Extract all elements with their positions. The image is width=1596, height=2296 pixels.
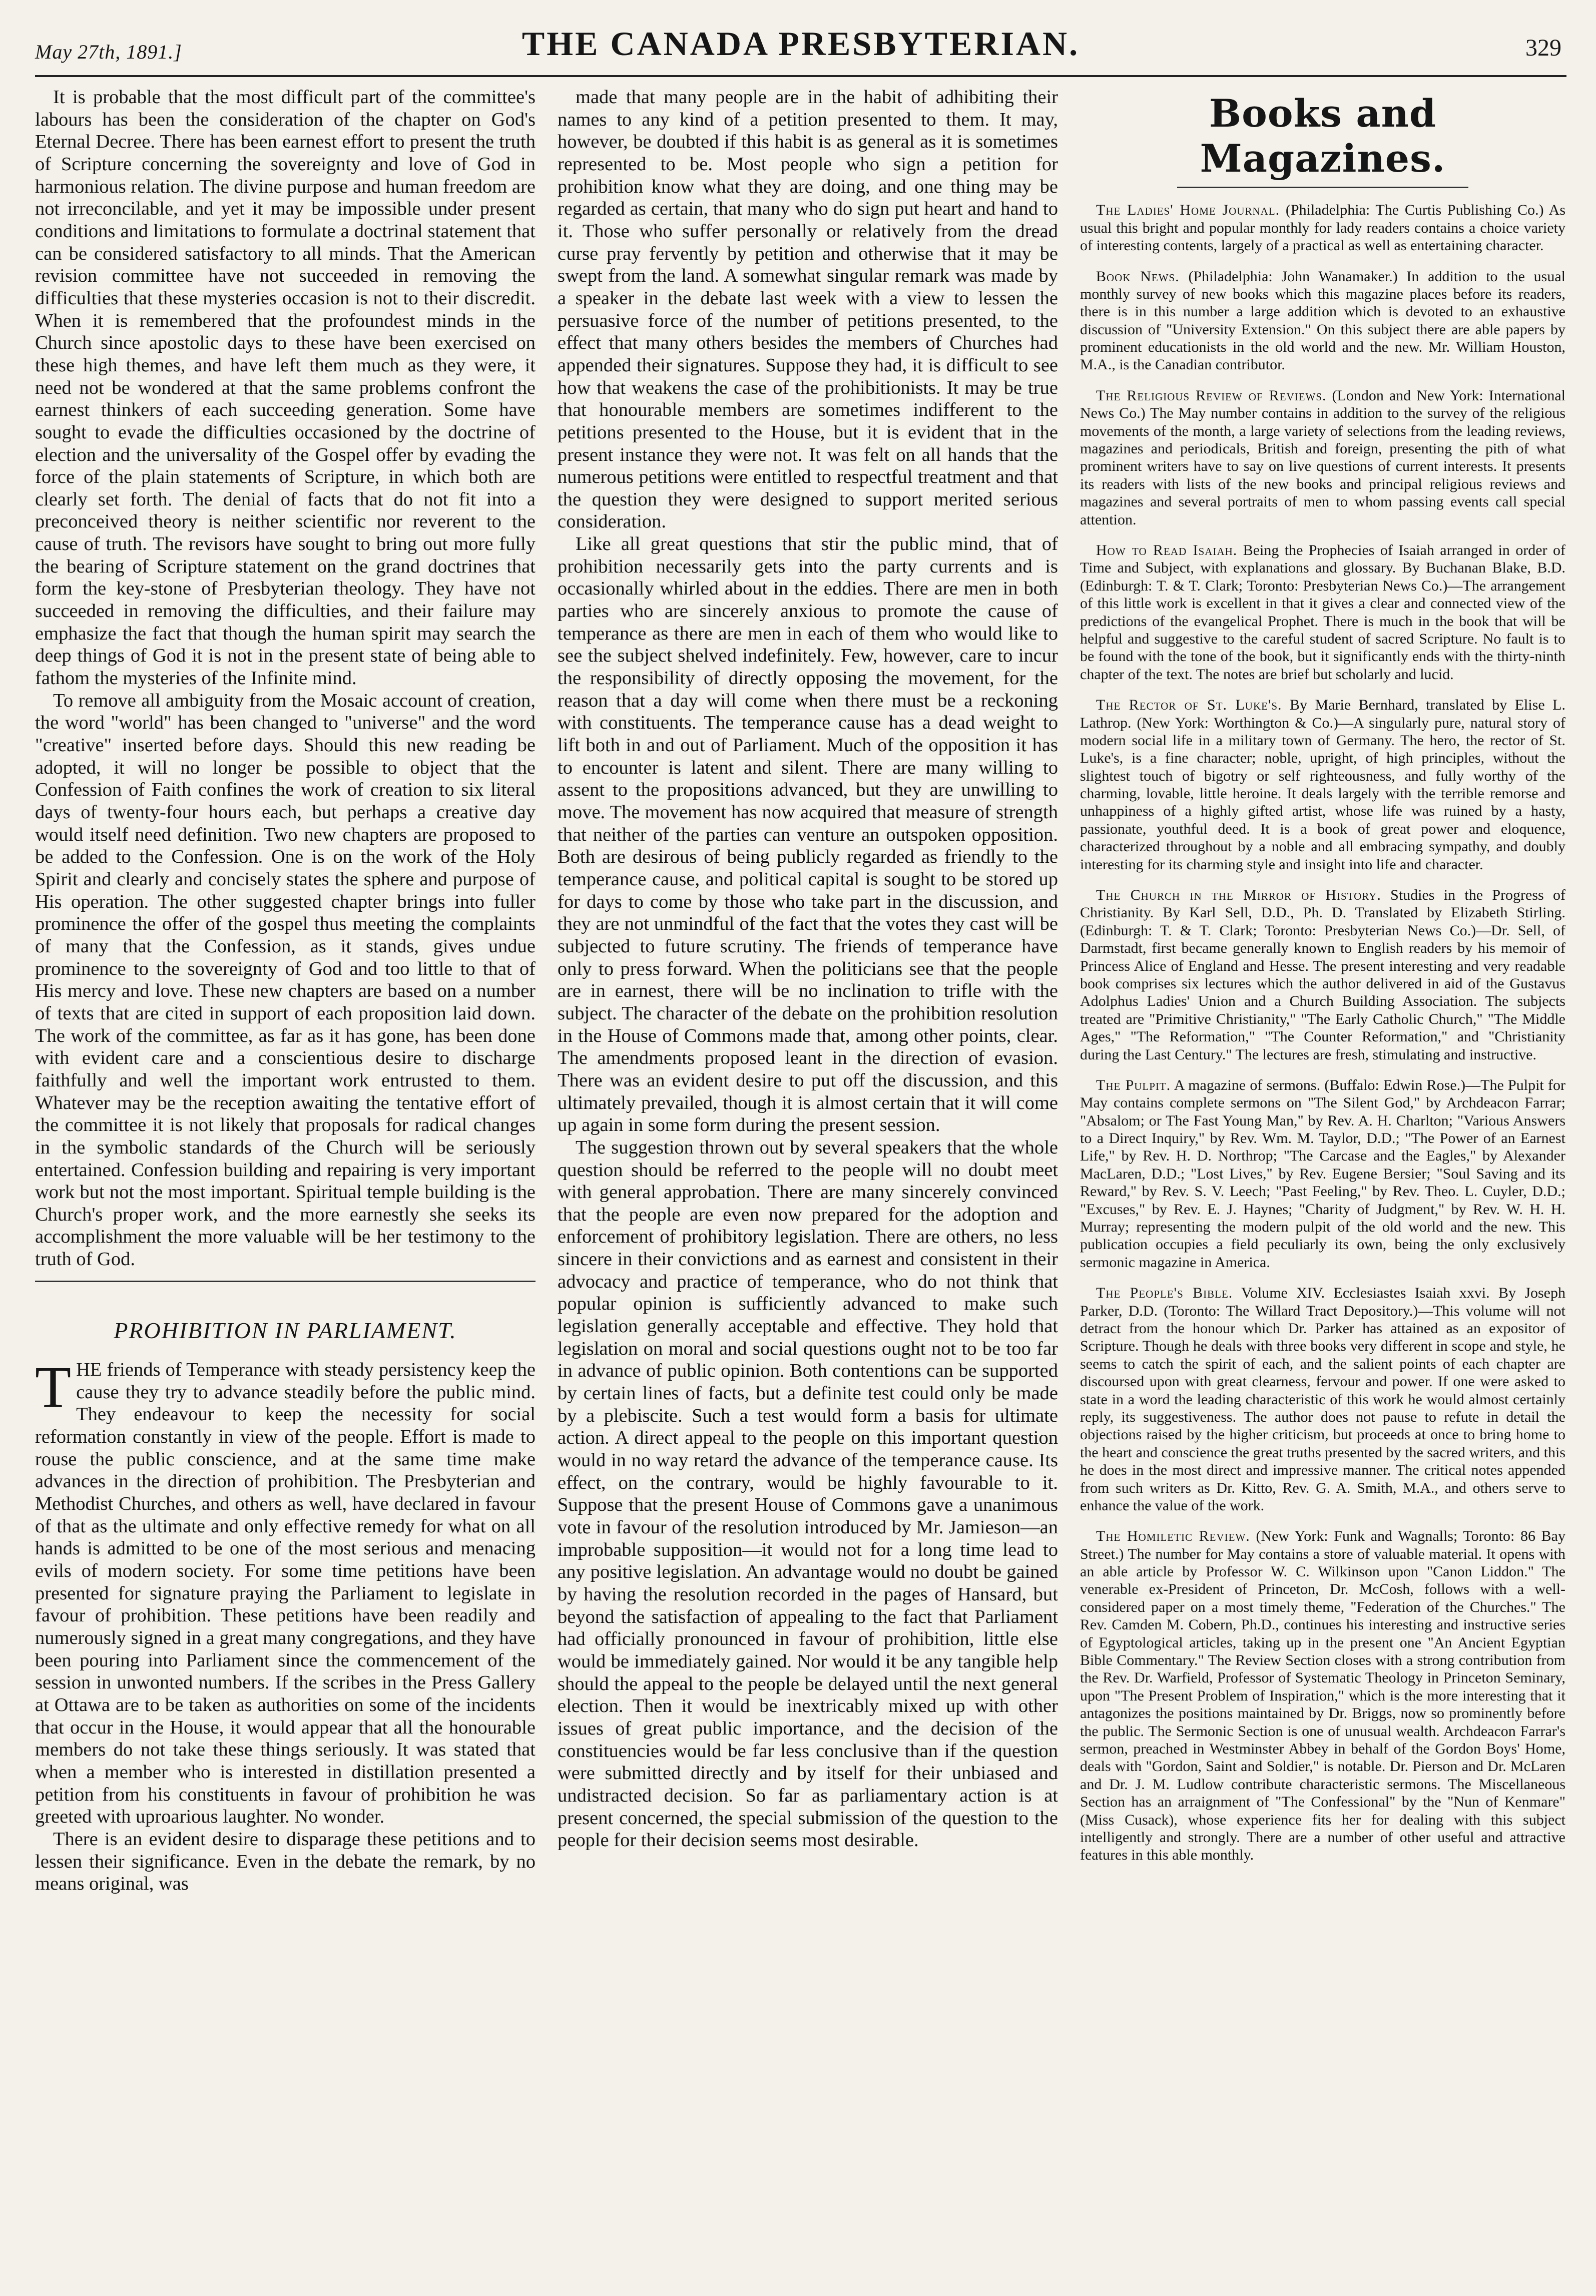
review-text: Studies in the Progress of Christianity. By Karl Sell, D.D., Ph. D. Translated by Elizabeth Stirling. (Edinburgh: T. & T. Clark; Toronto: Presbyterian News Co.)—Dr. Sell, of Darmstadt, first became generally known to English readers by his memoir of Princess Alice of England and Hesse. The present interesting and very readable book comprises six lectures which the author delivered in aid of the Gustavus Adolphus Ladies' Union and a Church Building Association. The subjects treated are "Primitive Christianity," "The Early Catholic Church," "The Middle Ages," "The Reformation," "The Counter Reformation," and "Christianity during the Last Century." The lectures are fresh, stimulating and instructive. [1080,887,1565,1063]
review-title: The People's Bible. [1096,1285,1233,1302]
article-paragraph: There is an evident desire to disparage these petitions and to lessen their significance. Even in the debate the remark, by no means original, was [35,1828,536,1895]
article-paragraph: It is probable that the most difficult part of the committee's labours has been the consideration of the chapter on God's Eternal Decree. There has been earnest effort to present the truth of Scripture concerning the sovereignty and love of God in harmonious relation. The divine purpose and human freedom are not irreconcilable, and yet it may be impossible under present conditions and limitations to formulate a doctrinal statement that can be considered satisfactory to all minds. That the American revision committee have not succeeded in removing the difficulties that these mysteries occasion is not to their discredit. When it is remembered that the profoundest minds in the Church since apostolic days to these have been exercised on these high themes, and have left them much as they were, it need not be wondered at that the same problems confront the earnest thinkers of each succeeding generation. Some have sought to evade the difficulties occasioned by the doctrine of election and the universality of the Gospel offer by evading the force of the plain statements of Scripture, in which both are clearly set forth. The denial of facts that do not fit into a preconceived theory is neither scientific nor reverent to the cause of truth. The revisors have sought to bring out more fully the bearing of Scripture statement on the grand doctrines that form the key-stone of Presbyterian theology. They have not succeeded in removing the difficulties, and their failure may emphasize the fact that though the human spirit may search the deep things of God it is not in the present state of being able to fathom the mysteries of the Infinite mind. [35,87,536,689]
section-divider [35,1281,536,1282]
review-item [1080,1284,1565,1514]
article-paragraph: Like all great questions that stir the public mind, that of prohibition necessarily gets into the party currents and is occasionally whirled about in the eddies. There are men in both parties who are sincerely anxious to promote the cause of temperance as there are men in each of them who would like to see the subject shelved indefinitely. Few, however, care to incur the responsibility of directly opposing the movement, for the reason that a day will come when there must be a reckoning with constituents. The temperance cause has a dead weight to lift both in and out of Parliament. Much of the opposition it has to encounter is latent and silent. There are many willing to assent to the propositions advanced, but they are unwilling to move. The movement has now acquired that measure of strength that neither of the parties can venture an outspoken opposition. Both are desirous of being publicly regarded as friendly to the temperance cause, and political capital is sought to be stored up for days to come by those who take part in the discussion, and they are not unmindful of the fact that the votes they cast will be subjected to future scrutiny. The friends of temperance have only to press forward. When the politicians see that the people are in earnest, there will be no inclination to trifle with the subject. The character of the debate on the prohibition resolution in the House of Commons made that, among other points, clear. The amendments proposed leant in the direction of evasion. There was an evident desire to put off the discussion, and this ultimately prevailed, though it is almost certain that it will come up again in some form during the present session. [558,533,1058,1136]
page-number: 329 [1525,35,1561,61]
article-paragraph-text: HE friends of Temperance with steady persistency keep the cause they try to advance steadily before the public mind. They endeavour to keep the necessity for social reformation constantly in view of the people. Effort is made to rouse the public conscience, and at the same time make advances in the direction of prohibition. The Presbyterian and Methodist Churches, and others as well, have declared in favour of that as the ultimate and only effective remedy for what on all hands is admitted to be one of the most serious and menacing evils of modern society. For some time petitions have been presented for signature praying the Parliament to legislate in favour of prohibition. These petitions have been readily and numerously signed in a great many congregations, and they have been pouring into Parliament since the commencement of the session in unwonted numbers. If the scribes in the Press Gallery at Ottawa are to be taken as authorities on some of the incidents that occur in the House, it would appear that all the honourable members do not take these things seriously. It was stated that when a member who is interested in distillation presented a petition from his constituents in favour of prohibition he was greeted with uproarious laughter. No wonder. [35,1359,536,1828]
review-item [1080,886,1565,1063]
article-paragraph [35,1354,536,1828]
review-title: The Homiletic Review. [1096,1528,1250,1545]
review-item [1080,696,1565,873]
review-title: The Rector of St. Luke's. [1096,697,1282,714]
review-text: (Philadelphia: John Wanamaker.) In addition to the usual monthly survey of new books which this magazine places before its readers, there is in this number a large addition which is devoted to an exhaustive discussion of "University Extension." On this subject there are able papers by prominent educationists in the old world and the new. Mr. William Houston, M.A., is the Canadian contributor. [1080,268,1565,373]
column-right [1080,86,1565,2277]
review-item [1080,201,1565,254]
review-text: (New York: Funk and Wagnalls; Toronto: 86 Bay Street.) The number for May contains a store of valuable material. It opens with an able article by Professor W. C. Wilkinson upon "Canon Liddon." The venerable ex-President of Princeton, Dr. McCosh, follows with a well-considered paper on a most timely theme, "Federation of the Churches." The Rev. Camden M. Cobern, Ph.D., continues his interesting and instructive series of Egyptological articles, taking up in the present one "An Ancient Egyptian Bible Commentary." The Review Section closes with a strong contribution from the Rev. Dr. Warfield, Professor of Systematic Theology in Princeton Seminary, upon "The Present Problem of Inspiration," which is the more interesting that it antagonizes the positions maintained by Dr. Briggs, now so prominently before the public. The Sermonic Section is one of unusual wealth. Archdeacon Farrar's sermon, preached in Westminster Abbey in behalf of the Gordon Boys' Home, deals with "Gordon, Saint and Soldier," is notable. Dr. Pierson and Dr. McLaren and Dr. J. M. Ludlow contribute characteristic sermons. The Miscellaneous Section has an arraignment of "The Confessional" by the "Nun of Kenmare" (Miss Cusack), whose experience fits her for dealing with this subject intelligently and strongly. There are a number of other useful and attractive features in this able monthly. [1080,1528,1565,1864]
review-item [1080,1527,1565,1864]
review-title: How to Read Isaiah. [1096,541,1238,558]
article-paragraph: To remove all ambiguity from the Mosaic account of creation, the word "world" has been changed to "universe" and the word "creative" inserted before days. Should this new reading be adopted, it will no longer be possible to object that the Confession of Faith confines the work of creation to six literal days of twenty-four hours each, but perhaps a creative day would itself need definition. Two new chapters are proposed to be added to the Confession. One is on the work of the Holy Spirit and clearly and concisely states the sphere and purpose of His operation. The other suggested chapter brings into fuller prominence the offer of the gospel thus meeting the complaints of many that the Confession, as it stands, gives undue prominence to the sovereignty of God and too little to that of His mercy and love. These new chapters are based on a number of texts that are cited in support of each proposition laid down. The work of the committee, as far as it has gone, has been done with evident care and a conscientious desire to discharge faithfully and well the important work entrusted to them. Whatever may be the reception awaiting the tentative effort of the committee it is not likely that proposals for radical changes in the symbolic standards of the Church will be seriously entertained. Confession building and repairing is very important work but not the most important. Spiritual temple building is the Church's proper work, and the more earnestly she seeks its accomplishment the more valuable will be her testimony to the truth of God. [35,690,536,1270]
page-header [35,20,1566,77]
newspaper-page [35,20,1566,2277]
review-title: The Church in the Mirror of History. [1096,887,1381,904]
section-title: PROHIBITION IN PARLIAMENT. [114,1317,457,1343]
review-text: Being the Prophecies of Isaiah arranged in order of Time and Subject, with explanations and glossary. By Buchanan Blake, B.D. (Edinburgh: T. & T. Clark; Toronto: Presbyterian News Co.)—The arrangement of this little work is excellent in that it gives a clear and connected view of the predictions of the evangelical Prophet. There is much in the book that will be helpful and suggestive to the careful student of sacred Scripture. No fault is to be found with the tone of the book, but it significantly ends with the thirty-ninth chapter of the text. The notes are brief but scholarly and lucid. [1080,541,1565,683]
article-columns [35,86,1566,2277]
books-heading: Books and Magazines. [1200,91,1446,181]
review-text: (Philadelphia: The Curtis Publishing Co.) As usual this bright and popular monthly for lady readers contains a choice variety of interesting contents, largely of a practical as well as entertaining character. [1080,202,1565,254]
heading-rule [1177,187,1468,188]
review-title: Book News. [1096,268,1180,285]
masthead-title: THE CANADA PRESBYTERIAN. [521,25,1080,63]
review-item [1080,387,1565,528]
review-title: The Religious Review of Reviews. [1096,387,1327,404]
review-text: By Marie Bernhard, translated by Elise L. Lathrop. (New York: Worthington & Co.)—A singularly pure, natural story of modern social life in a military town of Germany. The hero, the rector of St. Luke's, is a fine character; noble, upright, of high principles, without the slightest touch of bigotry or self righteousness, and fully worthy of the charming, lovable, little heroine. It deals largely with the terrible remorse and unhappiness of a highly gifted artist, whose life was ruined by a hasty, passionate, youthful deed. It is a book of great power and eloquence, characterized throughout by a noble and all embracing sympathy, and doubly interesting for its charming style and insight into life and character. [1080,697,1565,873]
article-paragraph: made that many people are in the habit of adhibiting their names to any kind of a petition presented to them. It may, however, be doubted if this habit is as general as it is sometimes represented to be. Most people who sign a petition for prohibition know what they are doing, and one thing may be regarded as certain, that many who do sign put heart and hand to it. Those who suffer personally or relatively from the dread curse pray fervently by petition and otherwise that it may be swept from the land. A somewhat singular remark was made by a speaker in the debate last week with a view to lessen the persuasive force of the number of petitions presented, to the effect that many others besides the members of Churches had appended their signatures. Suppose they had, it is difficult to see how that weakens the case of the prohibitionists. It may be true that honourable members are sometimes indifferent to the petitions presented to the House, but it is evident that in the present instance they were not. It was felt on all hands that the numerous petitions were entitled to respectful treatment and that the question they were designed to support merited serious consideration. [558,87,1058,532]
review-item [1080,268,1565,374]
drop-cap: T [35,1354,72,1420]
review-text: Volume XIV. Ecclesiastes Isaiah xxvi. By Joseph Parker, D.D. (Toronto: The Willard Tract Depository.)—This volume will not detract from the honour which Dr. Parker has attained as an expositor of Scripture. Though he deals with three books very different in scope and style, he seems to catch the spirit of each, and the salient points of each chapter are discoursed upon with great clearness, fervour and power. If one were asked to state in a word the leading characteristic of this work he would almost certainly reply, its suggestiveness. The author does not pause to refute in detail the objections raised by the higher criticism, but proceeds at once to bring home to the heart and conscience the great truths presented by the sacred writers, and this he does in the most direct and impressive manner. The critical notes appended from such writers as Dr. Kitto, Rev. G. A. Smith, M.A., and others serve to enhance the value of the work. [1080,1285,1565,1514]
review-item [1080,541,1565,683]
review-title: The Ladies' Home Journal. [1096,202,1280,219]
review-item [1080,1076,1565,1271]
issue-date: May 27th, 1891.] [35,41,182,63]
review-text: A magazine of sermons. (Buffalo: Edwin Rose.)—The Pulpit for May contains complete sermons on "The Silent God," by Archdeacon Farrar; "Absalom; or The Fast Young Man," by Rev. A. H. Charlton; "Various Answers to a Direct Inquiry," by Rev. Wm. M. Taylor, D.D.; "The Power of an Earnest Life," by Rev. H. D. Northrop; "The Carcase and the Eagles," by Alexander MacLaren, D.D.; "Lost Lives," by Rev. Eugene Bersier; "Soul Saving and its Reward," by Rev. S. V. Leech; "Past Feeling," by Rev. Theo. L. Cuyler, D.D.; "Excuses," by Rev. E. J. Haynes; "Charity of Judgment," by Rev. W. H. H. Murray; representing the modern pulpit of the old world and the new. This publication occupies a field peculiarly its own, being the only exclusively sermonic magazine in America. [1080,1076,1565,1271]
column-middle [558,86,1058,2277]
column-left [35,86,536,2277]
article-paragraph: The suggestion thrown out by several speakers that the whole question should be referred to the people will no doubt meet with general approbation. There are many sincerely convinced that the people are even now prepared for the adoption and enforcement of prohibitory legislation. There are others, no less sincere in their convictions and as earnest and consistent in their advocacy and practice of temperance, who do not think that popular opinion is sufficiently advanced to make such legislation generally acceptable and effective. They hold that legislation on moral and social questions ought not to be too far in advance of public opinion. Both contentions can be supported by certain lines of facts, but a definite test could only be made by a plebiscite. Such a test would form a basis for ultimate action. A direct appeal to the people on this important question would in no way retard the advance of the temperance cause. Its effect, on the contrary, would be highly favourable to it. Suppose that the present House of Commons gave a unanimous vote in favour of the resolution introduced by Mr. Jamieson—an improbable supposition—it would not for a long time lead to any positive legislation. An advantage would no doubt be gained by having the resolution recorded in the pages of Hansard, but beyond the satisfaction of appealing to the fact that Parliament had officially pronounced in favour of prohibition, little else would be immediately gained. Nor would it be any tangible help should the appeal to the people be delayed until the next general election. Then it would be inextricably mixed up with other issues of great public importance, and the decision of the constituencies would be far less conclusive than if the question were submitted directly and by itself for their unbiased and undistracted decision. So far as parliamentary action is at present concerned, the special submission of the question to the people for their decision seems most desirable. [558,1136,1058,1851]
review-text: (London and New York: International News Co.) The May number contains in addition to the survey of the religious movements of the month, a large variety of selections from the leading reviews, magazines and periodicals, British and foreign, presenting the pith of what prominent writers have to say on live questions of current interests. It presents its readers with lists of the new books and principal religious reviews and magazines and several portraits of men to whom passing events call special attention. [1080,387,1565,528]
review-title: The Pulpit. [1096,1076,1171,1093]
